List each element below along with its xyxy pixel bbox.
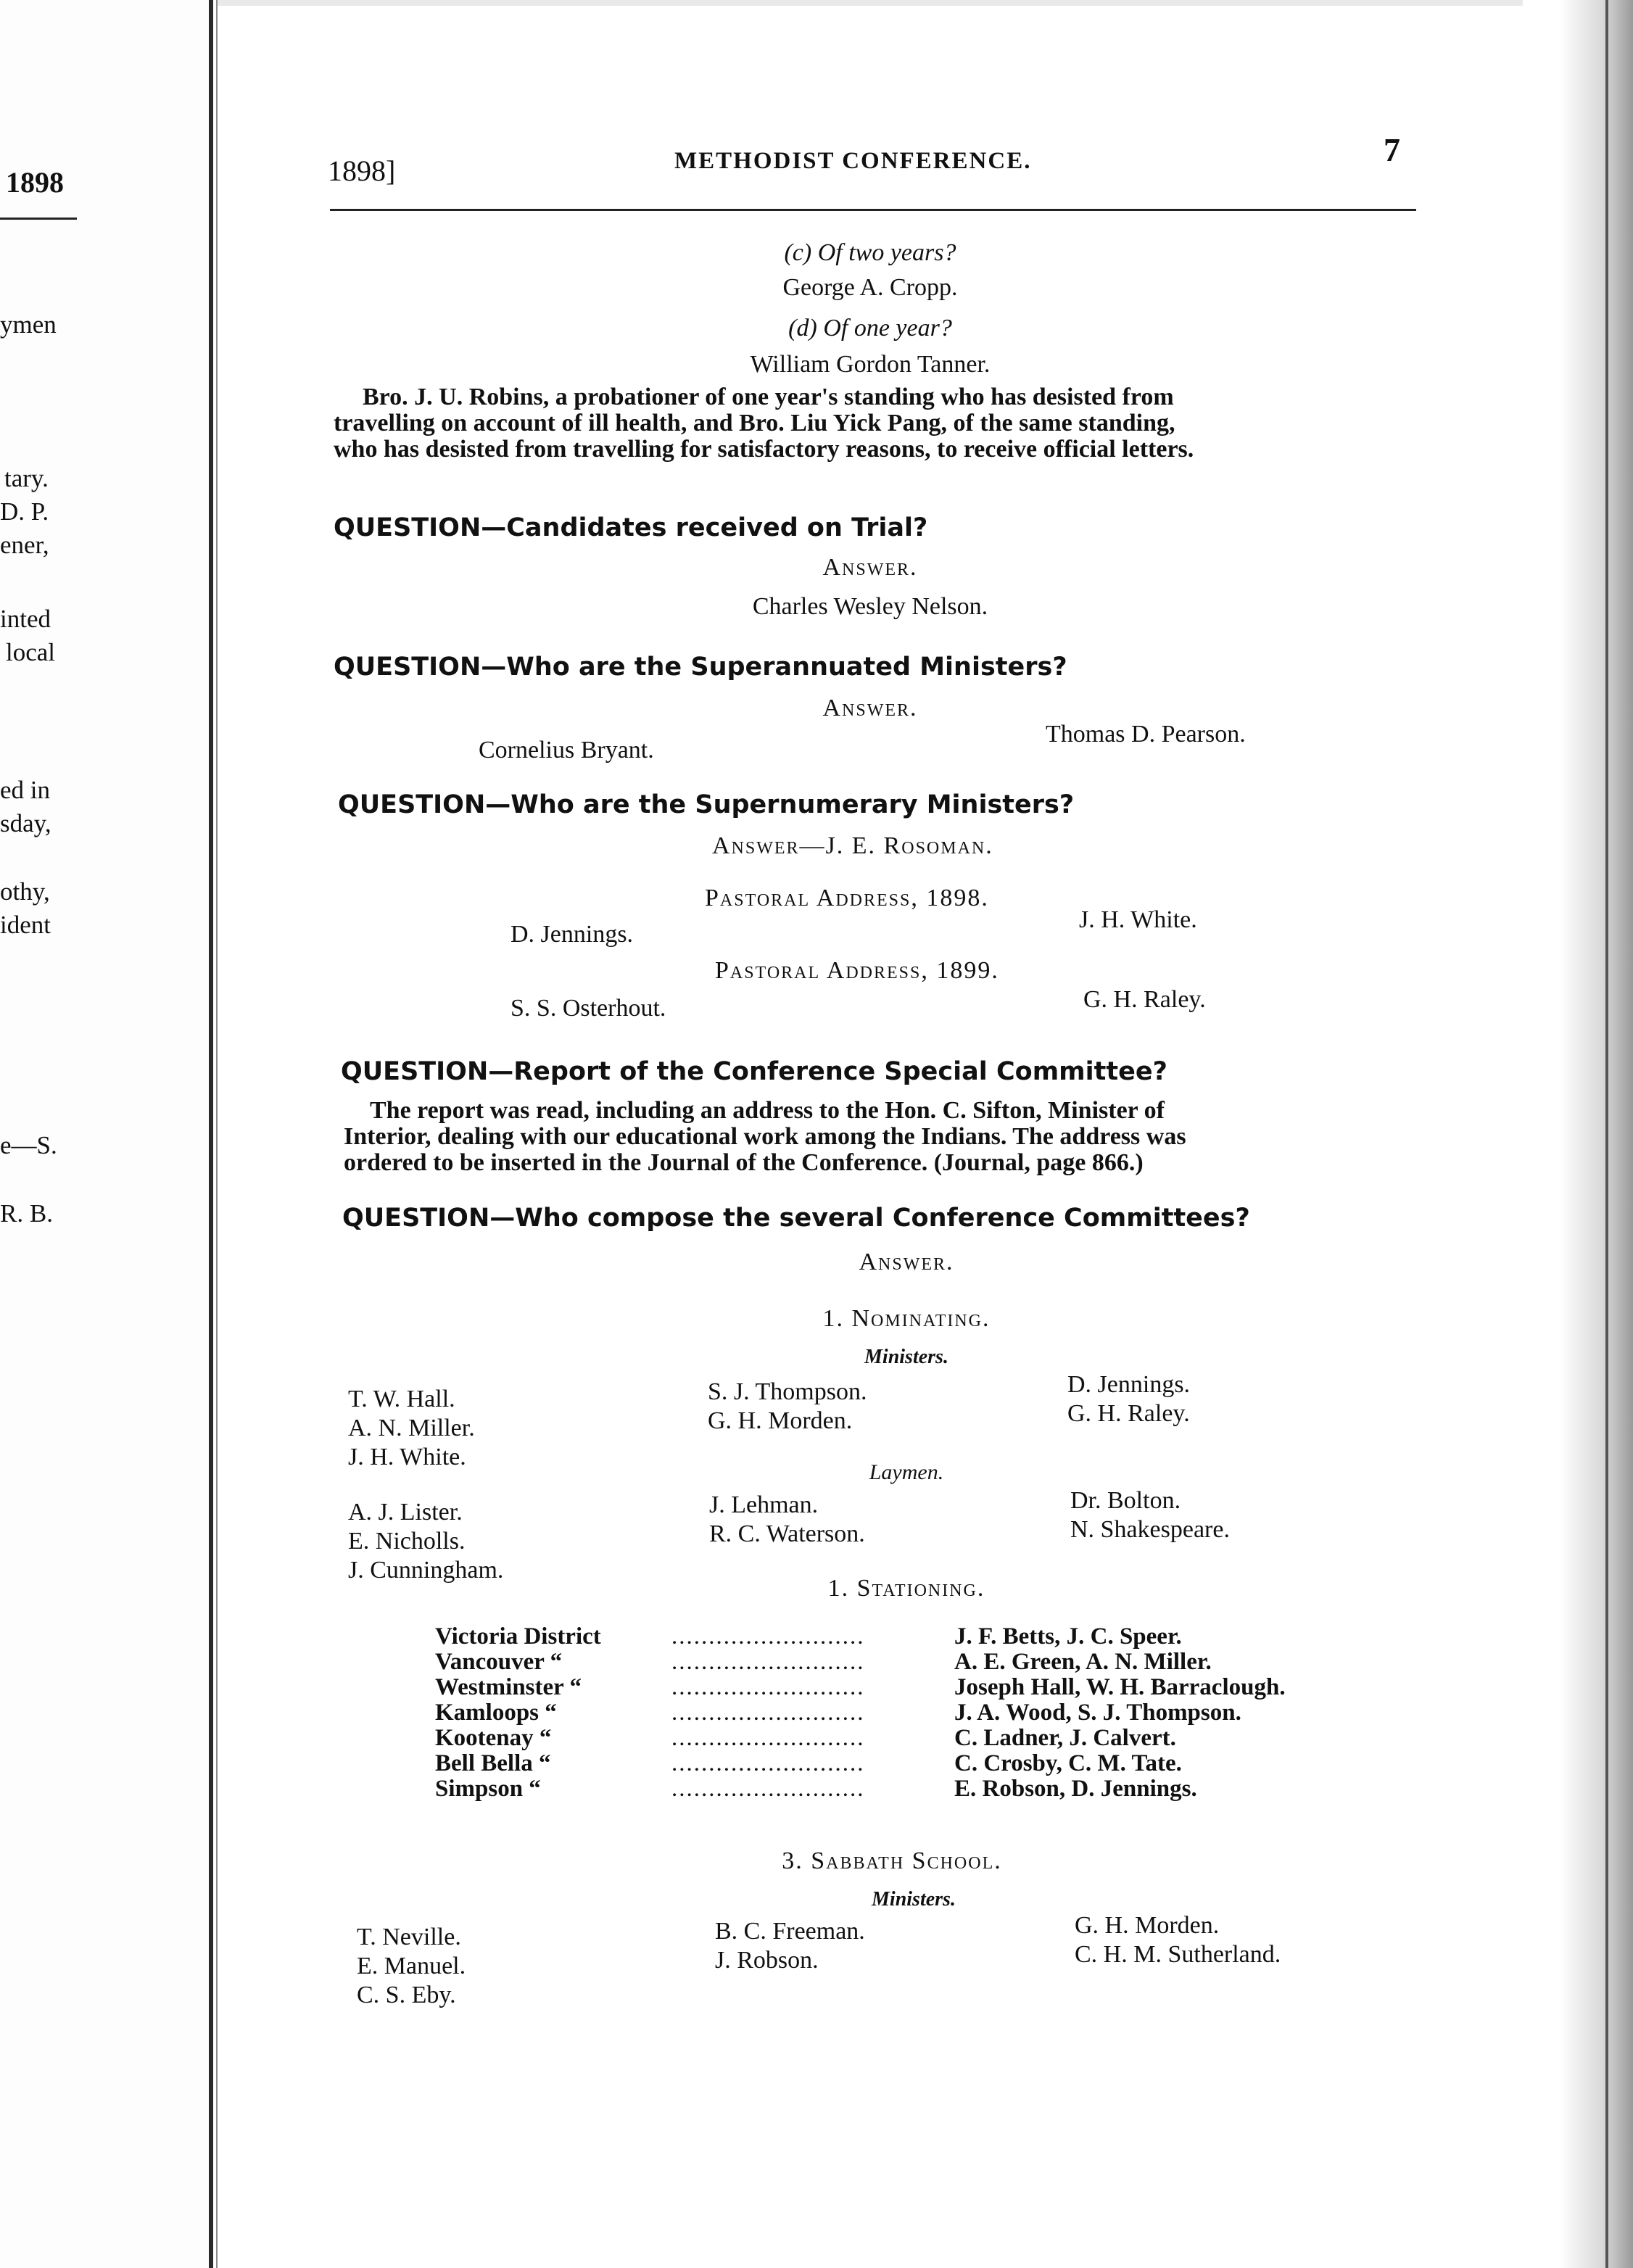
left-page-rule <box>0 218 77 220</box>
leader-dots: .......................... <box>671 1726 865 1751</box>
pastoral-1899-heading: Pastoral Address, 1899. <box>715 957 999 984</box>
nominating-laymen-col3 <box>1070 1486 1230 1544</box>
answer-label: Answer. <box>822 695 918 721</box>
left-page-line: sday, <box>0 809 51 837</box>
paragraph-line: travelling on account of ill health, and Bro. Liu Yick Pang, of the same standing, <box>334 410 1175 436</box>
district-name: Vancouver “ <box>435 1649 563 1675</box>
page-right-shadow <box>1559 0 1633 2268</box>
page-number: 7 <box>1384 131 1400 168</box>
stationing-row <box>435 1700 1286 1726</box>
stationing-row <box>435 1726 1286 1751</box>
answer-label: Answer. <box>822 554 918 581</box>
committee-member: B. C. Freeman. <box>715 1918 865 1945</box>
running-head-title: METHODIST CONFERENCE. <box>674 148 1032 174</box>
committee-member: E. Nicholls. <box>348 1528 466 1555</box>
nominating-laymen-col2 <box>709 1491 865 1549</box>
nominating-ministers-col1 <box>348 1385 475 1472</box>
leader-dots: .......................... <box>671 1650 865 1675</box>
page-top-edge <box>218 0 1523 6</box>
left-page-fragment <box>0 0 212 2268</box>
committee-member: C. S. Eby. <box>357 1982 456 2008</box>
header-rule <box>330 209 1416 211</box>
question-special-committee: QUESTION—Report of the Conference Special Committee? <box>341 1057 1167 1086</box>
district-name: Bell Bella “ <box>435 1750 551 1776</box>
stationing-row <box>435 1650 1286 1675</box>
committee-member: J. Lehman. <box>709 1491 819 1518</box>
paragraph-line: who has desisted from travelling for satisfactory reasons, to receive official letters. <box>334 436 1194 463</box>
district-name: Kootenay “ <box>435 1725 552 1751</box>
left-page-line: othy, <box>0 877 50 906</box>
left-page-line: inted <box>0 605 51 633</box>
supernumerary-answer: Answer—J. E. Rosoman. <box>712 832 993 859</box>
leader-dots: .......................... <box>671 1675 865 1700</box>
district-members: J. F. Betts, J. C. Speer. <box>954 1623 1182 1650</box>
sabbath-col2 <box>715 1917 865 1975</box>
committee-member: A. J. Lister. <box>348 1499 463 1526</box>
sabbath-col1 <box>357 1923 466 2010</box>
committee-member: G. H. Morden. <box>1075 1912 1220 1939</box>
paragraph-line: Bro. J. U. Robins, a probationer of one year's standing who has desisted from <box>363 384 1174 410</box>
sabbath-ministers-label: Ministers. <box>872 1888 956 1911</box>
probation-d-name: William Gordon Tanner. <box>750 351 991 378</box>
committee-member: C. H. M. Sutherland. <box>1075 1941 1281 1968</box>
probation-d-label: (d) Of one year? <box>788 315 952 342</box>
district-members: A. E. Green, A. N. Miller. <box>954 1649 1212 1675</box>
district-name: Victoria District <box>435 1623 601 1650</box>
nominating-heading: 1. Nominating. <box>822 1305 991 1332</box>
pastoral-1898-heading: Pastoral Address, 1898. <box>705 885 989 911</box>
committee-member: J. Robson. <box>715 1947 819 1974</box>
answer-label: Answer. <box>859 1249 954 1275</box>
district-name: Westminster “ <box>435 1674 582 1700</box>
committee-member: S. J. Thompson. <box>708 1378 867 1405</box>
district-members: C. Crosby, C. M. Tate. <box>954 1750 1182 1776</box>
pastoral-1898-left: D. Jennings. <box>510 921 634 948</box>
probation-c-label: (c) Of two years? <box>784 239 956 266</box>
committee-member: E. Manuel. <box>357 1953 466 1979</box>
pastoral-1899-left: S. S. Osterhout. <box>510 995 666 1022</box>
left-page-line: D. P. <box>0 497 49 526</box>
nominating-ministers-col2 <box>708 1378 867 1436</box>
question-superannuated: QUESTION—Who are the Superannuated Ministers? <box>334 653 1067 682</box>
stationing-row <box>435 1624 1286 1650</box>
pastoral-1899-right: G. H. Raley. <box>1083 986 1206 1013</box>
nominating-ministers-col3 <box>1067 1370 1190 1428</box>
leader-dots: .......................... <box>671 1700 865 1726</box>
sabbath-col3 <box>1075 1911 1281 1969</box>
left-page-line: ener, <box>0 531 49 559</box>
sabbath-heading: 3. Sabbath School. <box>782 1847 1002 1874</box>
district-name: Kamloops “ <box>435 1700 557 1726</box>
left-page-year: 1898 <box>6 166 64 199</box>
committee-member: J. Cunningham. <box>348 1557 504 1584</box>
district-members: E. Robson, D. Jennings. <box>954 1776 1197 1802</box>
district-name: Simpson “ <box>435 1776 541 1802</box>
committee-member: D. Jennings. <box>1067 1371 1191 1398</box>
leader-dots: .......................... <box>671 1776 865 1802</box>
answer-candidate: Charles Wesley Nelson. <box>752 593 988 620</box>
left-page-line: e—S. <box>0 1131 57 1159</box>
paragraph-line: Interior, dealing with our educational work among the Indians. The address was <box>344 1123 1186 1150</box>
left-page-line: ident <box>0 911 51 939</box>
question-supernumerary: QUESTION—Who are the Supernumerary Ministers? <box>338 790 1075 819</box>
committee-member: G. H. Morden. <box>708 1407 853 1434</box>
stationing-row <box>435 1776 1286 1802</box>
stationing-row <box>435 1675 1286 1700</box>
pastoral-1898-right: J. H. White. <box>1079 906 1197 933</box>
superannuated-right: Thomas D. Pearson. <box>1046 721 1246 748</box>
left-page-line: local <box>6 638 56 666</box>
committee-member: N. Shakespeare. <box>1070 1516 1230 1543</box>
committee-member: A. N. Miller. <box>348 1415 475 1441</box>
stationing-row <box>435 1751 1286 1776</box>
leader-dots: .......................... <box>671 1624 865 1650</box>
stationing-heading: 1. Stationing. <box>827 1575 985 1602</box>
committee-member: R. C. Waterson. <box>709 1520 865 1547</box>
paragraph-line: ordered to be inserted in the Journal of the Conference. (Journal, page 866.) <box>344 1149 1144 1176</box>
leader-dots: .......................... <box>671 1751 865 1776</box>
special-committee-paragraph <box>344 1097 1186 1176</box>
left-page-line: ed in <box>0 776 51 804</box>
left-page-line: R. B. <box>0 1199 53 1228</box>
committee-member: G. H. Raley. <box>1067 1400 1190 1427</box>
nominating-ministers-label: Ministers. <box>864 1346 948 1368</box>
district-members: C. Ladner, J. Calvert. <box>954 1725 1176 1751</box>
probation-paragraph <box>334 384 1194 463</box>
paragraph-line: The report was read, including an address to the Hon. C. Sifton, Minister of <box>370 1097 1165 1124</box>
page-gutter <box>209 0 213 2268</box>
nominating-laymen-col1 <box>348 1498 503 1585</box>
page-gutter-line <box>216 0 218 2268</box>
running-head-year: 1898] <box>328 154 396 187</box>
probation-c-name: George A. Cropp. <box>782 274 958 301</box>
committee-member: T. W. Hall. <box>348 1386 455 1412</box>
committee-member: T. Neville. <box>357 1924 461 1950</box>
district-members: Joseph Hall, W. H. Barraclough. <box>954 1674 1286 1700</box>
district-members: J. A. Wood, S. J. Thompson. <box>954 1700 1241 1726</box>
left-page-line: tary. <box>4 464 49 492</box>
superannuated-left: Cornelius Bryant. <box>479 737 654 763</box>
committee-member: Dr. Bolton. <box>1070 1487 1181 1514</box>
committee-member: J. H. White. <box>348 1444 466 1470</box>
question-committees: QUESTION—Who compose the several Conference Committees? <box>342 1204 1250 1233</box>
nominating-laymen-label: Laymen. <box>869 1460 944 1484</box>
question-candidates: QUESTION—Candidates received on Trial? <box>334 513 928 542</box>
stationing-table <box>435 1624 1286 1802</box>
left-page-line: ymen <box>0 310 57 339</box>
page-right-edge <box>1605 0 1608 2268</box>
